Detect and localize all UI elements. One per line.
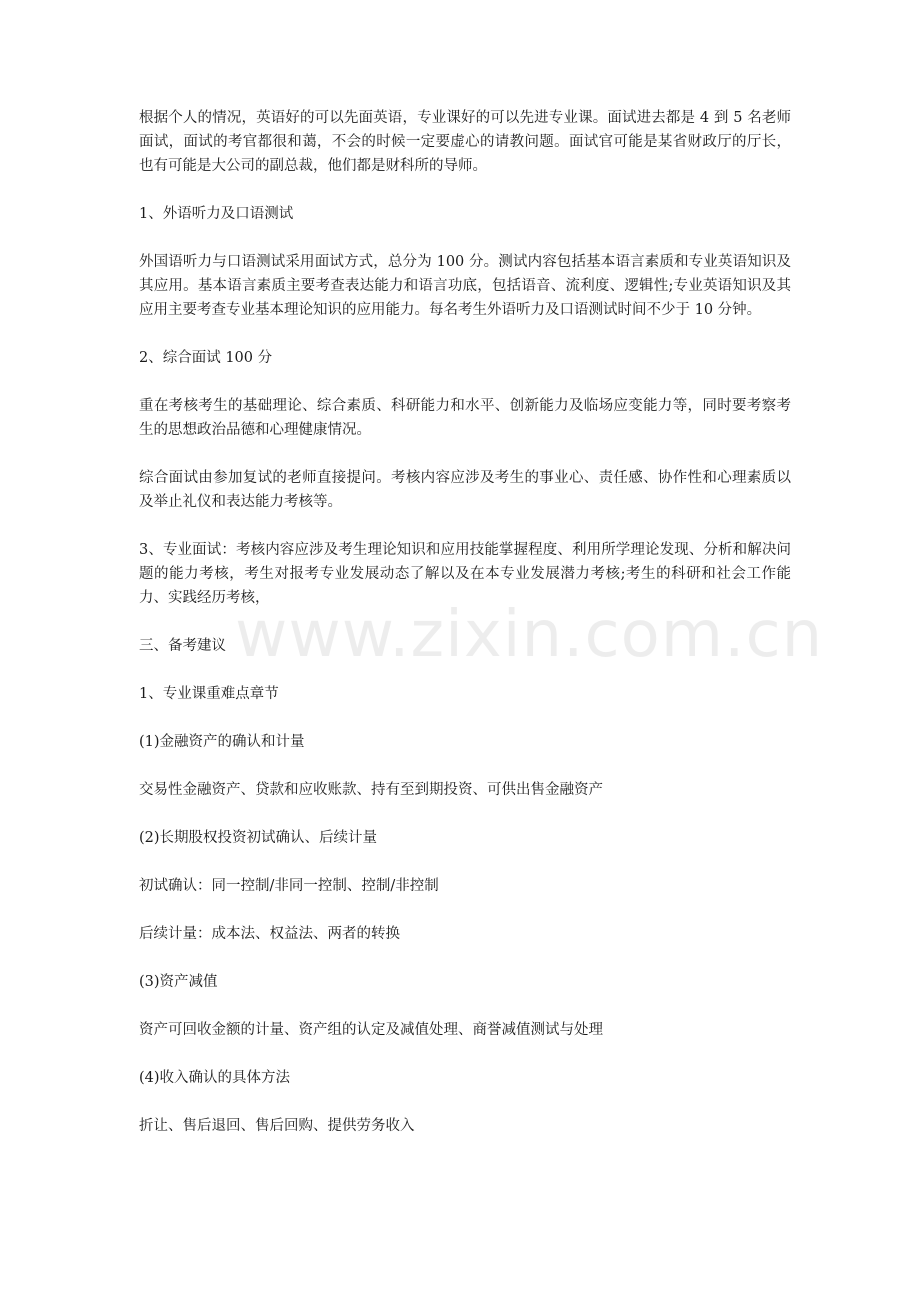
item-financial-assets: (1)金融资产的确认和计量 [139,734,305,750]
oral-test-paragraph: 外国语听力与口语测试采用面试方式，总分为 100 分。测试内容包括基本语言素质和专业英语知识及其应用。基本语言素质主要考查表达能力和语言功底，包括语音、流利度、逻辑性;专业英语知识及其应用主要考查专业基本理论知识的应用能力。每名考生外语听力及口语测试时间不少于 10 分钟。 [139,254,791,318]
subheading-key-chapters: 1、专业课重难点章节 [139,686,279,702]
professional-interview-paragraph: 3、专业面试：考核内容应涉及考生理论知识和应用技能掌握程度、利用所学理论发现、分析和解决问题的能力考核，考生对报考专业发展动态了解以及在本专业发展潜力考核;考生的科研和社会工作能力、实践经历考核， [139,542,791,606]
item-subsequent-measurement: 后续计量：成本法、权益法、两者的转换 [139,926,400,942]
item-asset-impairment: (3)资产减值 [139,974,218,990]
watermark-text: www.zixin.com.cn [235,598,824,672]
item-revenue-recognition-detail: 折让、售后退回、售后回购、提供劳务收入 [139,1118,415,1134]
item-equity-investment: (2)长期股权投资初试确认、后续计量 [139,830,378,846]
section-heading-oral-test: 1、外语听力及口语测试 [139,206,294,222]
item-initial-recognition: 初试确认：同一控制/非同一控制、控制/非控制 [139,878,439,894]
section-heading-comprehensive-interview: 2、综合面试 100 分 [139,350,273,366]
intro-paragraph: 根据个人的情况，英语好的可以先面英语，专业课好的可以先进专业课。面试进去都是 4 到 5 名老师面试，面试的考官都很和蔼，不会的时候一定要虚心的请教问题。面试官可能是某省财政厅的厅长，也有可能是大公司的副总裁，他们都是财科所的导师。 [139,110,791,174]
item-revenue-recognition: (4)收入确认的具体方法 [139,1070,291,1086]
item-financial-assets-detail: 交易性金融资产、贷款和应收账款、持有至到期投资、可供出售金融资产 [139,782,603,798]
section-heading-preparation: 三、备考建议 [139,638,226,654]
item-asset-impairment-detail: 资产可回收金额的计量、资产组的认定及减值处理、商誉减值测试与处理 [139,1022,603,1038]
document-body [139,106,791,1162]
comprehensive-method-paragraph: 综合面试由参加复试的老师直接提问。考核内容应涉及考生的事业心、责任感、协作性和心理素质以及举止礼仪和表达能力考核等。 [139,470,791,510]
comprehensive-focus-paragraph: 重在考核考生的基础理论、综合素质、科研能力和水平、创新能力及临场应变能力等，同时要考察考生的思想政治品德和心理健康情况。 [139,398,791,438]
